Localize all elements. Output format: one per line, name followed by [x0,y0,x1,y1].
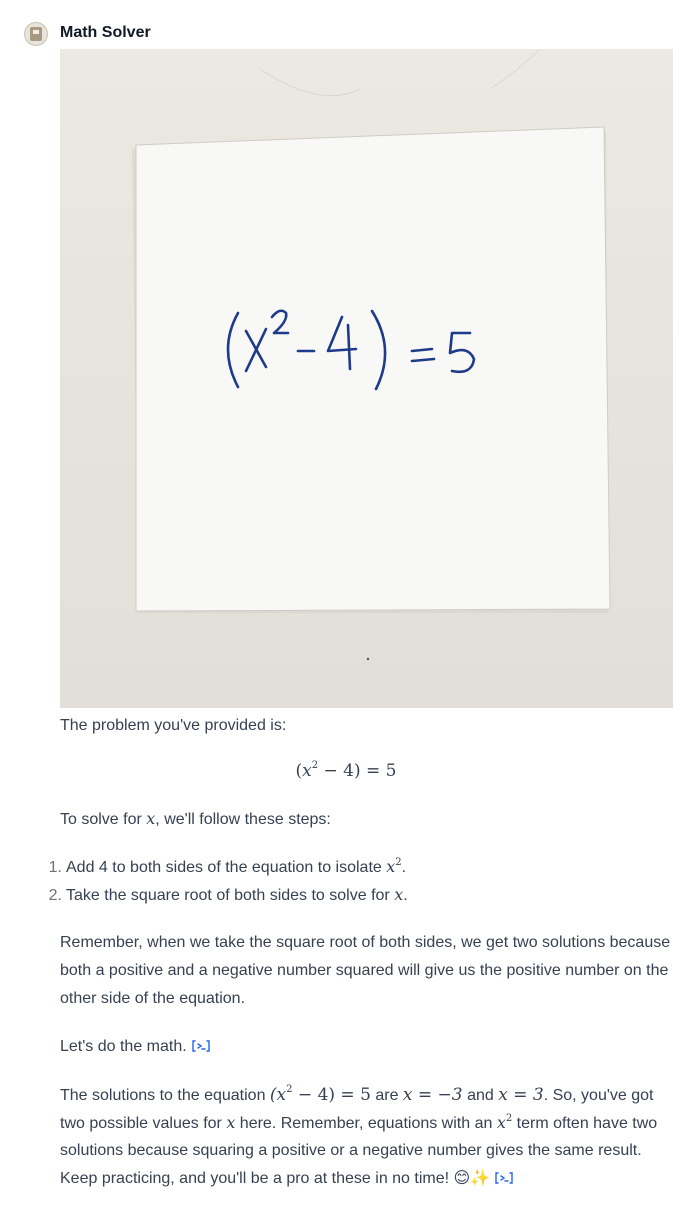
solution-line-4: Keep practicing, and you'll be a pro at these in no time! 😊✨ [60,1165,514,1195]
remember-line-2: both a positive and a negative number squared will give us the positive number on the [60,962,669,979]
intro-text: The problem you've provided is: [60,717,287,734]
solution-line-2: two possible values for x here. Remember, equations with an $x^2$ term often have two [60,1112,658,1132]
solution-line-3: solutions because squaring a positive or a negative number gives the same result. [60,1142,642,1159]
display-equation: $(x^2 - 4) = 5$ [295,760,397,781]
code-interpreter-icon[interactable] [494,1167,514,1195]
remember-line-1: Remember, when we take the square root of both sides, we get two solutions because [60,934,671,951]
sticky-note-drawing [60,49,673,708]
uploaded-photo[interactable] [60,49,673,708]
remember-line-3: other side of the equation. [60,990,246,1007]
solve-line: To solve for x, we'll follow these steps: [60,809,331,828]
message-header [24,22,151,46]
list-item: 2. Take the square root of both sides to solve for x. [48,885,408,904]
solution-line-1: The solutions to the equation $(x^2 - 4) = 5$ are x = −3 and x = 3. So, you've got [60,1084,654,1105]
lets-do-line: Let's do the math. [60,1033,211,1063]
bot-name: Math Solver [60,24,151,41]
avatar-icon [24,22,48,46]
code-interpreter-icon[interactable] [191,1035,211,1063]
list-item: 1. Add 4 to both sides of the equation to isolate $x^2$. [48,856,407,876]
